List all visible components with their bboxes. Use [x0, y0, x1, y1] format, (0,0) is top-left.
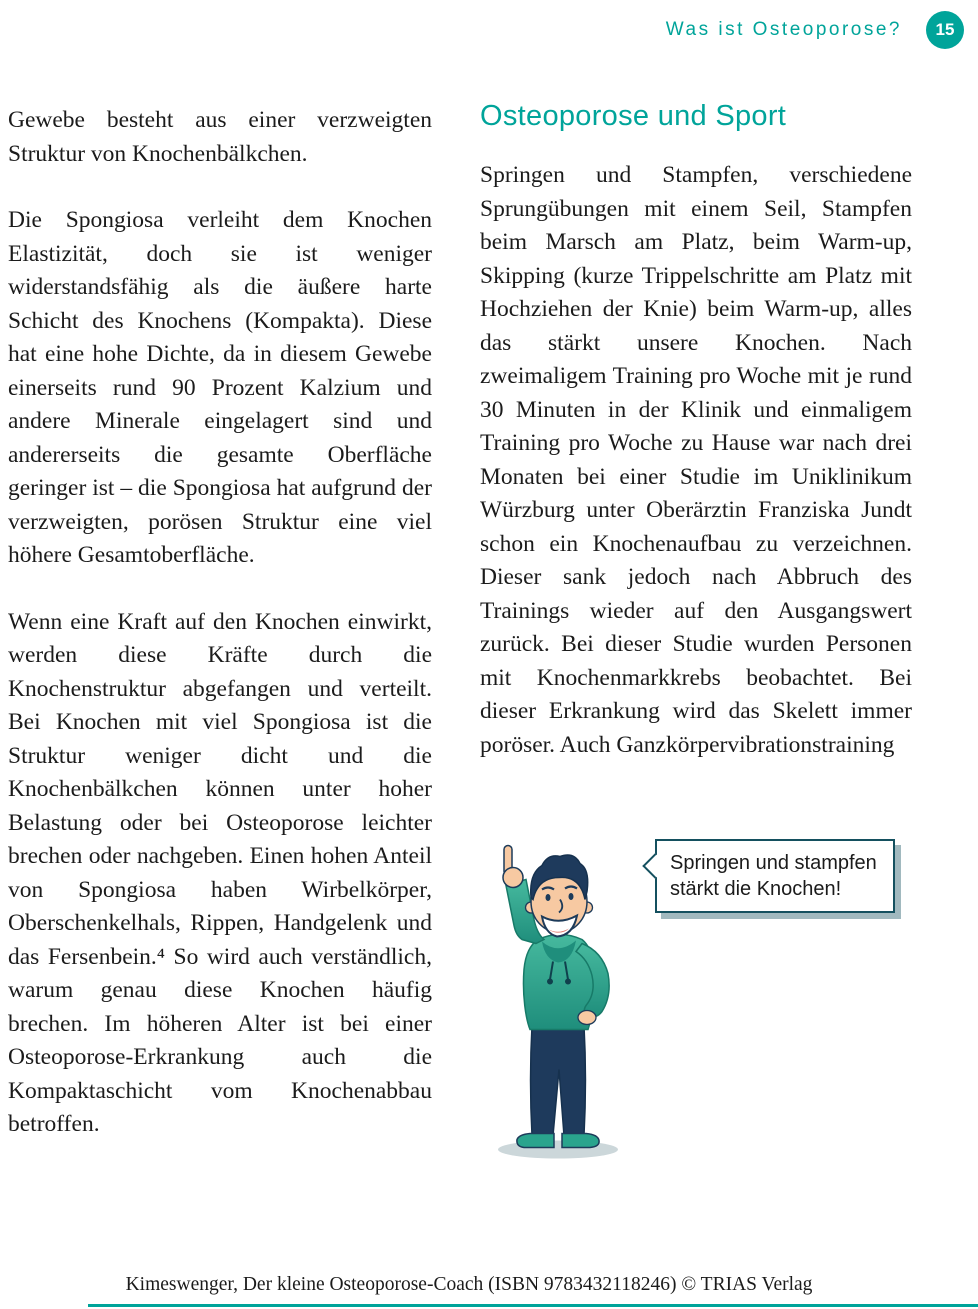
right-column	[480, 100, 912, 762]
ground-shadow	[498, 1141, 618, 1159]
cartoon-man-figure	[478, 826, 648, 1164]
speech-bubble-text: Springen und stampfen stärkt die Knochen!	[670, 852, 877, 900]
pants	[531, 1026, 586, 1136]
bottom-accent-rule	[88, 1304, 978, 1307]
left-shoe	[517, 1134, 554, 1148]
section-title: Was ist Osteoporose?	[665, 19, 902, 40]
speech-bubble	[655, 839, 895, 913]
left-column	[8, 104, 432, 1142]
page-header	[666, 11, 964, 49]
paragraph: Wenn eine Kraft auf den Knochen einwirkt, werden diese Kräfte durch die Knochenstruktur abgefangen und verteilt. Bei Knochen mit viel Spongiosa ist die Struktur weniger dicht und die Knochenbälkchen können unter hoher Belastung oder bei Osteoporose leichter brechen oder nachgeben. Einen hohen Anteil von Spongiosa haben Wirbelkörper, Oberschenkelhals, Rippen, Handgelenk und das Fersenbein.⁴ So wird auch verständlich, warum genau diese Knochen häufig brechen. Im höheren Alter ist bei einer Osteoporose-Erkrankung auch die Kompaktaschicht vom Knochenabbau betroffen.	[8, 608, 432, 1137]
paragraph: Die Spongiosa verleiht dem Knochen Elastizität, doch sie ist weniger widerstandsfähig als die äußere harte Schicht des Knochens (Kompakta). Diese hat eine hohe Dichte, da in diesem Gewebe einerseits rund 90 Prozent Kalzium und andere Minerale eingelagert sind und andererseits die gesamte Oberfläche geringer ist – die Spongiosa hat aufgrund der verzweigten, porösen Struktur eine viel höhere Gesamtoberfläche.	[8, 207, 432, 568]
cartoon-man-pointing-up-illustration	[478, 826, 648, 1164]
right-eye	[569, 893, 574, 900]
pointing-hand	[503, 868, 523, 888]
footer-credit: Kimeswenger, Der kleine Osteoporose-Coach (ISBN 9783432118246) © TRIAS Verlag	[125, 1274, 813, 1295]
left-eye	[546, 894, 551, 901]
paragraph: Springen und Stampfen, verschiedene Sprungübungen mit einem Seil, Stampfen beim Marsch am Platz, beim Warm-up, Skipping (kurze Trippelschritte am Platz mit Hochziehen der Knie) beim Warm-up, alles das stärkt unsere Knochen. Nach zweimaligem Training pro Woche mit je rund 30 Minuten in der Klinik und einmaligem Training pro Woche zu Hause war nach drei Monaten bei einer Studie im Uniklinikum Würzburg unter Oberärztin Franziska Jundt schon ein Knochenaufbau zu verzeichnen. Dieser sank jedoch nach Abbruch des Trainings wieder auf den Ausgangswert zurück. Bei dieser Studie wurden Personen mit Knochenmarkkrebs beobachtet. Bei dieser Erkrankung wird das Skelett immer poröser. Auch Ganzkörpervibrationstraining	[480, 162, 912, 758]
hand-on-hip	[578, 1011, 596, 1025]
paragraph: Gewebe besteht aus einer verzweigten Struktur von Knochenbälkchen.	[8, 107, 432, 167]
page-number-badge: 15	[926, 11, 964, 49]
right-shoe	[562, 1134, 599, 1148]
section-heading: Osteoporose und Sport	[480, 100, 787, 132]
